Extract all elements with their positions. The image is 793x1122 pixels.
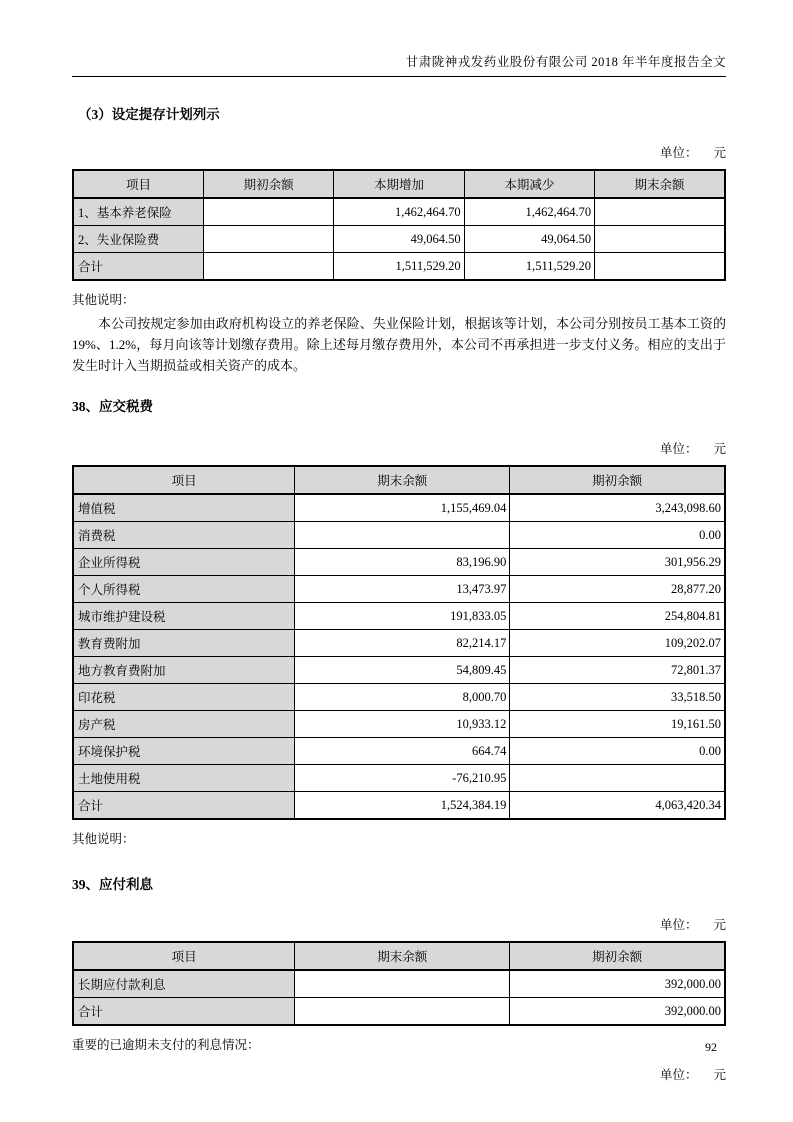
value-cell: 1,462,464.70 [464,198,594,226]
value-cell [295,970,510,998]
table-row [73,684,725,711]
value-cell: -76,210.95 [295,765,510,792]
row-label-cell: 长期应付款利息 [73,970,295,998]
value-cell: 82,214.17 [295,630,510,657]
unit-currency: 元 [713,918,726,932]
row-label-cell: 消费税 [73,522,295,549]
value-cell: 28,877.20 [510,576,725,603]
value-cell: 10,933.12 [295,711,510,738]
other-note-label: 其他说明： [72,832,135,846]
unit-currency: 元 [713,146,726,160]
value-cell: 301,956.29 [510,549,725,576]
table-row [73,765,725,792]
value-cell: 4,063,420.34 [510,792,725,820]
value-cell: 54,809.45 [295,657,510,684]
row-label-cell: 土地使用税 [73,765,295,792]
table-row [73,549,725,576]
column-header-opening-balance: 期初余额 [203,170,333,198]
value-cell: 392,000.00 [510,998,725,1026]
value-cell: 1,511,529.20 [334,253,464,281]
document-header [72,52,726,77]
unit-currency: 元 [713,1068,726,1082]
value-cell: 49,064.50 [334,226,464,253]
value-cell [595,198,725,226]
value-cell: 72,801.37 [510,657,725,684]
value-cell: 1,524,384.19 [295,792,510,820]
value-cell: 33,518.50 [510,684,725,711]
column-header-closing-balance: 期末余额 [595,170,725,198]
value-cell: 109,202.07 [510,630,725,657]
note-paragraph: 本公司按规定参加由政府机构设立的养老保险、失业保险计划，根据该等计划，本公司分别按员工基本工资的19%、1.2%，每月向该等计划缴存费用。除上述每月缴存费用外，本公司不再承担进一步支付义务。相应的支出于发生时计入当期损益或相关资产的成本。 [72,316,726,373]
unit-label: 单位： [659,1068,698,1082]
value-cell: 664.74 [295,738,510,765]
section-heading-interest-payable: 39、应付利息 [72,877,153,892]
value-cell: 13,473.97 [295,576,510,603]
table-header-row [73,942,725,970]
row-label-cell: 印花税 [73,684,295,711]
row-label-cell: 环境保护税 [73,738,295,765]
value-cell [295,522,510,549]
unit-label: 单位： [659,918,698,932]
section-heading-defined-contribution: （3）设定提存计划列示 [78,107,220,122]
column-header-period-increase: 本期增加 [334,170,464,198]
value-cell: 1,462,464.70 [334,198,464,226]
unit-line [72,1065,726,1083]
column-header-item: 项目 [73,942,295,970]
table-row [73,494,725,522]
value-cell: 254,804.81 [510,603,725,630]
value-cell [203,198,333,226]
value-cell: 0.00 [510,522,725,549]
column-header-opening-balance: 期初余额 [510,942,725,970]
table-row [73,738,725,765]
value-cell: 83,196.90 [295,549,510,576]
table-row [73,657,725,684]
value-cell: 1,155,469.04 [295,494,510,522]
row-label-cell: 增值税 [73,494,295,522]
column-header-item: 项目 [73,466,295,494]
value-cell: 191,833.05 [295,603,510,630]
column-header-period-decrease: 本期减少 [464,170,594,198]
row-label-cell: 房产税 [73,711,295,738]
unit-label: 单位： [659,442,698,456]
value-cell: 0.00 [510,738,725,765]
row-label-cell: 地方教育费附加 [73,657,295,684]
row-label-cell: 个人所得税 [73,576,295,603]
table-total-row [73,998,725,1026]
unit-label: 单位： [659,146,698,160]
section-heading-taxes-payable: 38、应交税费 [72,399,153,414]
value-cell [203,253,333,281]
row-label-cell: 企业所得税 [73,549,295,576]
table-row [73,522,725,549]
value-cell [510,765,725,792]
unit-line [72,143,726,161]
table-row [73,226,725,253]
defined-contribution-plan-table [72,169,726,281]
value-cell [595,253,725,281]
table-row [73,970,725,998]
table-header-row [73,466,725,494]
page-number: 92 [705,1040,717,1054]
table-row [73,630,725,657]
row-label-cell: 教育费附加 [73,630,295,657]
column-header-closing-balance: 期末余额 [295,942,510,970]
table-total-row [73,253,725,281]
unit-line [72,439,726,457]
value-cell: 19,161.50 [510,711,725,738]
row-label-cell: 2、失业保险费 [73,226,203,253]
table-row [73,198,725,226]
row-label-cell: 合计 [73,792,295,820]
value-cell: 49,064.50 [464,226,594,253]
value-cell: 3,243,098.60 [510,494,725,522]
table-header-row [73,170,725,198]
taxes-payable-table [72,465,726,820]
other-note-label: 其他说明： [72,293,135,307]
value-cell [203,226,333,253]
value-cell [295,998,510,1026]
unit-line [72,915,726,933]
row-label-cell: 合计 [73,253,203,281]
interest-payable-table [72,941,726,1026]
value-cell: 1,511,529.20 [464,253,594,281]
report-title: 甘肃陇神戎发药业股份有限公司 2018 年半年度报告全文 [405,55,726,69]
row-label-cell: 城市维护建设税 [73,603,295,630]
column-header-closing-balance: 期末余额 [295,466,510,494]
unit-currency: 元 [713,442,726,456]
value-cell: 392,000.00 [510,970,725,998]
table-row [73,711,725,738]
row-label-cell: 合计 [73,998,295,1026]
value-cell: 8,000.70 [295,684,510,711]
column-header-item: 项目 [73,170,203,198]
overdue-interest-label: 重要的已逾期未支付的利息情况： [72,1038,260,1052]
column-header-opening-balance: 期初余额 [510,466,725,494]
table-total-row [73,792,725,820]
table-row [73,576,725,603]
row-label-cell: 1、基本养老保险 [73,198,203,226]
table-row [73,603,725,630]
value-cell [595,226,725,253]
